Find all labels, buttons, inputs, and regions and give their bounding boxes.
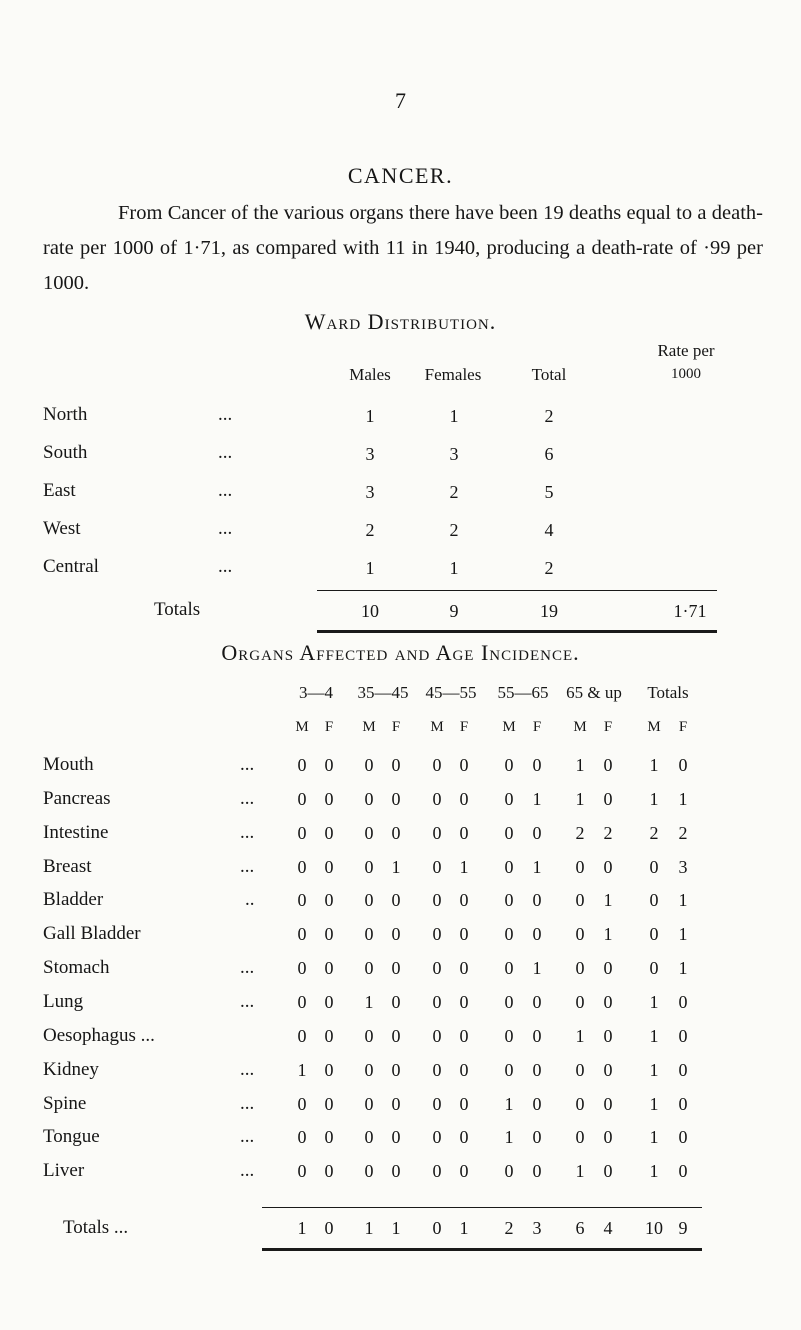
organ-count-cell: 0 xyxy=(678,755,688,775)
ward-distribution-title: Ward Distribution. xyxy=(304,309,497,334)
organs-total-cell: 3 xyxy=(532,1218,542,1238)
organ-count-cell: 0 xyxy=(575,1127,585,1147)
col-header-females: Females xyxy=(424,365,482,384)
organ-count-cell: 0 xyxy=(324,1094,334,1114)
col-header-rate-line1: Rate per xyxy=(657,341,715,360)
ward-males-value: 1 xyxy=(365,558,375,578)
organ-count-cell: 1 xyxy=(678,789,688,809)
organ-count-cell: 0 xyxy=(459,1094,469,1114)
organ-count-cell: 0 xyxy=(575,992,585,1012)
organ-count-cell: 1 xyxy=(649,1127,659,1147)
ward-totals-rate: 1·71 xyxy=(673,601,707,621)
organ-row-label: Kidney xyxy=(43,1059,99,1080)
organs-totals-label: Totals ... xyxy=(63,1217,129,1238)
organs-total-cell: 9 xyxy=(678,1218,688,1238)
organ-count-cell: 0 xyxy=(297,958,307,978)
sex-header: F xyxy=(532,719,542,735)
organ-count-cell: 1 xyxy=(603,924,613,944)
organ-count-cell: 0 xyxy=(532,992,542,1012)
ward-males-value: 1 xyxy=(365,406,375,426)
organ-count-cell: 0 xyxy=(532,823,542,843)
ward-totals-label: Totals xyxy=(154,599,201,620)
organ-row-dots: ... xyxy=(240,957,255,978)
sex-header: M xyxy=(573,719,587,735)
organ-count-cell: 0 xyxy=(297,992,307,1012)
organ-count-cell: 0 xyxy=(364,789,374,809)
ward-row-label: East xyxy=(43,480,76,501)
organ-count-cell: 0 xyxy=(504,958,514,978)
organ-count-cell: 0 xyxy=(432,890,442,910)
organ-count-cell: 0 xyxy=(297,1026,307,1046)
organ-row-dots: ... xyxy=(240,822,255,843)
organ-row-label: Bladder xyxy=(43,889,104,910)
organ-count-cell: 0 xyxy=(678,1026,688,1046)
organ-count-cell: 0 xyxy=(364,857,374,877)
organ-count-cell: 3 xyxy=(678,857,688,877)
organ-count-cell: 1 xyxy=(649,1094,659,1114)
ward-totals-males: 10 xyxy=(361,601,379,621)
sex-header: M xyxy=(362,719,376,735)
organ-count-cell: 0 xyxy=(364,924,374,944)
sex-header: F xyxy=(603,719,613,735)
organ-count-cell: 0 xyxy=(459,890,469,910)
col-header-rate-line2: 1000 xyxy=(671,366,701,382)
organ-row-label: Tongue xyxy=(43,1126,100,1147)
organ-count-cell: 0 xyxy=(678,1094,688,1114)
organ-count-cell: 0 xyxy=(459,1127,469,1147)
organ-count-cell: 0 xyxy=(575,958,585,978)
organ-count-cell: 0 xyxy=(603,755,613,775)
organs-totals-rule-top xyxy=(262,1207,702,1208)
organ-count-cell: 0 xyxy=(575,924,585,944)
organ-count-cell: 1 xyxy=(532,789,542,809)
organ-row-label: Gall Bladder xyxy=(43,923,141,944)
organ-count-cell: 0 xyxy=(364,1026,374,1046)
organ-count-cell: 0 xyxy=(297,857,307,877)
sex-header: M xyxy=(295,719,309,735)
organ-count-cell: 0 xyxy=(603,1060,613,1080)
organ-count-cell: 0 xyxy=(575,1094,585,1114)
ward-females-value: 1 xyxy=(449,558,459,578)
organ-count-cell: 0 xyxy=(432,1161,442,1181)
organ-count-cell: 0 xyxy=(532,1127,542,1147)
organ-row-dots: ... xyxy=(240,1160,255,1181)
organ-count-cell: 0 xyxy=(432,1026,442,1046)
organs-total-cell: 1 xyxy=(364,1218,374,1238)
organ-count-cell: 0 xyxy=(391,1094,401,1114)
organ-count-cell: 0 xyxy=(603,958,613,978)
organ-count-cell: 0 xyxy=(603,1127,613,1147)
organ-count-cell: 0 xyxy=(649,857,659,877)
organs-total-cell: 2 xyxy=(504,1218,514,1238)
organ-count-cell: 0 xyxy=(297,1127,307,1147)
organ-count-cell: 1 xyxy=(504,1094,514,1114)
ward-row-dots: ... xyxy=(218,556,233,577)
organ-count-cell: 0 xyxy=(432,924,442,944)
organ-count-cell: 0 xyxy=(603,1094,613,1114)
organ-count-cell: 1 xyxy=(532,958,542,978)
organ-count-cell: 0 xyxy=(324,1127,334,1147)
organ-count-cell: 0 xyxy=(459,823,469,843)
organ-count-cell: 1 xyxy=(575,789,585,809)
organ-count-cell: 1 xyxy=(364,992,374,1012)
organ-count-cell: 0 xyxy=(324,1060,334,1080)
organ-count-cell: 0 xyxy=(324,823,334,843)
organs-total-cell: 6 xyxy=(575,1218,585,1238)
organ-count-cell: 0 xyxy=(432,992,442,1012)
organ-count-cell: 1 xyxy=(575,755,585,775)
organ-count-cell: 0 xyxy=(364,1127,374,1147)
sex-header: M xyxy=(647,719,661,735)
organ-row-dots: ... xyxy=(240,788,255,809)
organ-count-cell: 2 xyxy=(575,823,585,843)
ward-males-value: 3 xyxy=(365,482,375,502)
organ-count-cell: 0 xyxy=(459,1161,469,1181)
intro-paragraph xyxy=(43,196,763,301)
organ-count-cell: 0 xyxy=(364,1060,374,1080)
organ-count-cell: 0 xyxy=(391,823,401,843)
organ-count-cell: 0 xyxy=(391,924,401,944)
ward-females-value: 1 xyxy=(449,406,459,426)
organ-count-cell: 0 xyxy=(575,890,585,910)
organ-count-cell: 0 xyxy=(432,1094,442,1114)
ward-row-dots: ... xyxy=(218,404,233,425)
age-group-header: 55—65 xyxy=(497,683,549,702)
organs-title: Organs Affected and Age Incidence. xyxy=(221,640,580,665)
organ-count-cell: 0 xyxy=(324,1026,334,1046)
organs-total-cell: 1 xyxy=(297,1218,307,1238)
page-number: 7 xyxy=(395,88,406,113)
organ-count-cell: 0 xyxy=(364,1094,374,1114)
organ-count-cell: 0 xyxy=(678,992,688,1012)
organ-count-cell: 0 xyxy=(364,755,374,775)
organ-count-cell: 0 xyxy=(504,823,514,843)
organs-total-cell: 4 xyxy=(603,1218,613,1238)
age-group-header: 3—4 xyxy=(299,683,333,702)
organ-count-cell: 0 xyxy=(575,1060,585,1080)
age-group-header: Totals xyxy=(647,683,689,702)
ward-females-value: 3 xyxy=(449,444,459,464)
organ-count-cell: 1 xyxy=(649,1060,659,1080)
organ-count-cell: 0 xyxy=(391,890,401,910)
organ-count-cell: 1 xyxy=(603,890,613,910)
organ-row-label: Oesophagus ... xyxy=(43,1025,155,1046)
organ-count-cell: 0 xyxy=(432,1060,442,1080)
organ-row-label: Intestine xyxy=(43,822,109,843)
organ-count-cell: 0 xyxy=(532,1026,542,1046)
organ-count-cell: 0 xyxy=(432,789,442,809)
sex-header: F xyxy=(678,719,688,735)
organ-row-dots: ... xyxy=(240,1126,255,1147)
organs-total-cell: 0 xyxy=(324,1218,334,1238)
organ-count-cell: 0 xyxy=(391,958,401,978)
organ-count-cell: 0 xyxy=(504,1161,514,1181)
organ-count-cell: 0 xyxy=(391,1026,401,1046)
organ-count-cell: 2 xyxy=(678,823,688,843)
organ-row-label: Stomach xyxy=(43,957,110,978)
organ-row-dots: ... xyxy=(240,856,255,877)
organ-count-cell: 0 xyxy=(391,755,401,775)
organ-count-cell: 0 xyxy=(391,1060,401,1080)
organ-count-cell: 0 xyxy=(432,958,442,978)
organ-row-dots: ... xyxy=(240,754,255,775)
organ-count-cell: 1 xyxy=(391,857,401,877)
organ-count-cell: 0 xyxy=(297,789,307,809)
organ-row-label: Pancreas xyxy=(43,788,111,809)
organ-count-cell: 0 xyxy=(297,1161,307,1181)
ward-row-label: Central xyxy=(43,556,99,577)
page-title: CANCER. xyxy=(347,163,454,188)
ward-total-value: 6 xyxy=(544,444,554,464)
sex-header: F xyxy=(324,719,334,735)
organ-count-cell: 0 xyxy=(603,789,613,809)
organ-count-cell: 0 xyxy=(575,857,585,877)
organ-count-cell: 1 xyxy=(459,857,469,877)
organ-row-dots: ... xyxy=(240,991,255,1012)
intro-text: From Cancer of the various organs there have been 19 deaths equal to a death-rate per 1000 of 1·71, as compared with 11 in 1940, producing a death-rate of ·99 per 1000. xyxy=(43,202,763,294)
organ-count-cell: 0 xyxy=(459,992,469,1012)
organ-row-dots: ... xyxy=(240,1093,255,1114)
organ-count-cell: 0 xyxy=(678,1060,688,1080)
ward-row-dots: ... xyxy=(218,480,233,501)
organ-count-cell: 0 xyxy=(504,789,514,809)
organ-count-cell: 1 xyxy=(678,958,688,978)
organ-count-cell: 0 xyxy=(324,924,334,944)
organ-count-cell: 0 xyxy=(649,890,659,910)
organ-count-cell: 0 xyxy=(459,958,469,978)
organ-row-label: Liver xyxy=(43,1160,85,1181)
ward-row-dots: ... xyxy=(218,442,233,463)
organs-total-cell: 1 xyxy=(459,1218,469,1238)
organ-count-cell: 0 xyxy=(603,1026,613,1046)
organ-count-cell: 0 xyxy=(603,857,613,877)
age-group-header: 45—55 xyxy=(425,683,477,702)
organ-count-cell: 1 xyxy=(678,924,688,944)
organ-count-cell: 0 xyxy=(432,823,442,843)
organ-row-label: Mouth xyxy=(43,754,94,775)
organ-count-cell: 1 xyxy=(649,992,659,1012)
organs-totals-rule-bottom xyxy=(262,1248,702,1251)
organ-count-cell: 1 xyxy=(504,1127,514,1147)
organ-count-cell: 1 xyxy=(532,857,542,877)
organ-count-cell: 0 xyxy=(532,1094,542,1114)
organ-count-cell: 0 xyxy=(324,755,334,775)
organ-count-cell: 0 xyxy=(532,755,542,775)
organ-count-cell: 0 xyxy=(297,924,307,944)
organ-count-cell: 0 xyxy=(364,890,374,910)
organ-count-cell: 0 xyxy=(391,1127,401,1147)
organ-count-cell: 0 xyxy=(391,1161,401,1181)
organ-row-dots: ... xyxy=(240,1059,255,1080)
organ-count-cell: 0 xyxy=(532,1060,542,1080)
organ-count-cell: 0 xyxy=(297,1094,307,1114)
organ-count-cell: 0 xyxy=(504,1026,514,1046)
age-group-header: 35—45 xyxy=(357,683,409,702)
ward-row-dots: ... xyxy=(218,518,233,539)
organ-count-cell: 0 xyxy=(364,958,374,978)
col-header-total: Total xyxy=(531,365,567,384)
organ-count-cell: 0 xyxy=(532,1161,542,1181)
organ-count-cell: 1 xyxy=(649,755,659,775)
organ-count-cell: 2 xyxy=(649,823,659,843)
organ-count-cell: 1 xyxy=(575,1026,585,1046)
organ-count-cell: 0 xyxy=(364,823,374,843)
organ-count-cell: 0 xyxy=(649,924,659,944)
organ-count-cell: 0 xyxy=(324,958,334,978)
organ-count-cell: 0 xyxy=(504,924,514,944)
organs-total-cell: 1 xyxy=(391,1218,401,1238)
sex-header: F xyxy=(391,719,401,735)
organ-count-cell: 1 xyxy=(575,1161,585,1181)
organ-count-cell: 0 xyxy=(324,992,334,1012)
organ-count-cell: 0 xyxy=(324,1161,334,1181)
ward-totals-rule-bottom xyxy=(317,630,717,633)
organ-count-cell: 0 xyxy=(504,992,514,1012)
organ-row-label: Breast xyxy=(43,856,92,877)
organ-count-cell: 0 xyxy=(459,755,469,775)
age-group-header: 65 & up xyxy=(566,683,622,702)
organ-row-label: Spine xyxy=(43,1093,87,1114)
sex-header: M xyxy=(502,719,516,735)
ward-total-value: 2 xyxy=(544,558,554,578)
ward-row-label: South xyxy=(43,442,88,463)
ward-females-value: 2 xyxy=(449,520,459,540)
organ-count-cell: 0 xyxy=(504,890,514,910)
ward-row-label: North xyxy=(43,404,88,425)
organ-count-cell: 0 xyxy=(324,789,334,809)
ward-total-value: 4 xyxy=(544,520,554,540)
organs-total-cell: 0 xyxy=(432,1218,442,1238)
organ-count-cell: 0 xyxy=(324,857,334,877)
organ-count-cell: 0 xyxy=(391,789,401,809)
organ-count-cell: 0 xyxy=(504,857,514,877)
organ-row-dots: .. xyxy=(245,889,255,910)
organ-count-cell: 0 xyxy=(459,789,469,809)
organ-count-cell: 1 xyxy=(649,1161,659,1181)
organ-count-cell: 0 xyxy=(297,755,307,775)
organ-count-cell: 0 xyxy=(678,1127,688,1147)
ward-totals-females: 9 xyxy=(449,601,459,621)
organ-count-cell: 1 xyxy=(649,789,659,809)
ward-males-value: 2 xyxy=(365,520,375,540)
organ-count-cell: 0 xyxy=(603,1161,613,1181)
organ-count-cell: 0 xyxy=(324,890,334,910)
ward-totals-rule-top xyxy=(317,590,717,591)
organ-count-cell: 0 xyxy=(649,958,659,978)
ward-total-value: 2 xyxy=(544,406,554,426)
organ-count-cell: 1 xyxy=(678,890,688,910)
organ-count-cell: 1 xyxy=(649,1026,659,1046)
organ-count-cell: 1 xyxy=(297,1060,307,1080)
organ-count-cell: 0 xyxy=(504,755,514,775)
organ-count-cell: 0 xyxy=(459,924,469,944)
ward-totals-total: 19 xyxy=(540,601,558,621)
ward-row-label: West xyxy=(43,518,81,539)
organ-count-cell: 0 xyxy=(459,1060,469,1080)
ward-males-value: 3 xyxy=(365,444,375,464)
organ-count-cell: 0 xyxy=(603,992,613,1012)
organ-count-cell: 0 xyxy=(678,1161,688,1181)
organ-count-cell: 0 xyxy=(432,755,442,775)
organ-count-cell: 0 xyxy=(432,1127,442,1147)
organ-count-cell: 0 xyxy=(297,823,307,843)
organ-count-cell: 2 xyxy=(603,823,613,843)
organ-count-cell: 0 xyxy=(504,1060,514,1080)
sex-header: M xyxy=(430,719,444,735)
ward-total-value: 5 xyxy=(544,482,554,502)
col-header-males: Males xyxy=(349,365,391,384)
organ-count-cell: 0 xyxy=(391,992,401,1012)
organ-count-cell: 0 xyxy=(532,890,542,910)
organ-count-cell: 0 xyxy=(297,890,307,910)
sex-header: F xyxy=(459,719,469,735)
organ-count-cell: 0 xyxy=(432,857,442,877)
organ-count-cell: 0 xyxy=(532,924,542,944)
organ-count-cell: 0 xyxy=(364,1161,374,1181)
ward-females-value: 2 xyxy=(449,482,459,502)
organs-total-cell: 10 xyxy=(645,1218,663,1238)
organ-row-label: Lung xyxy=(43,991,84,1012)
organ-count-cell: 0 xyxy=(459,1026,469,1046)
